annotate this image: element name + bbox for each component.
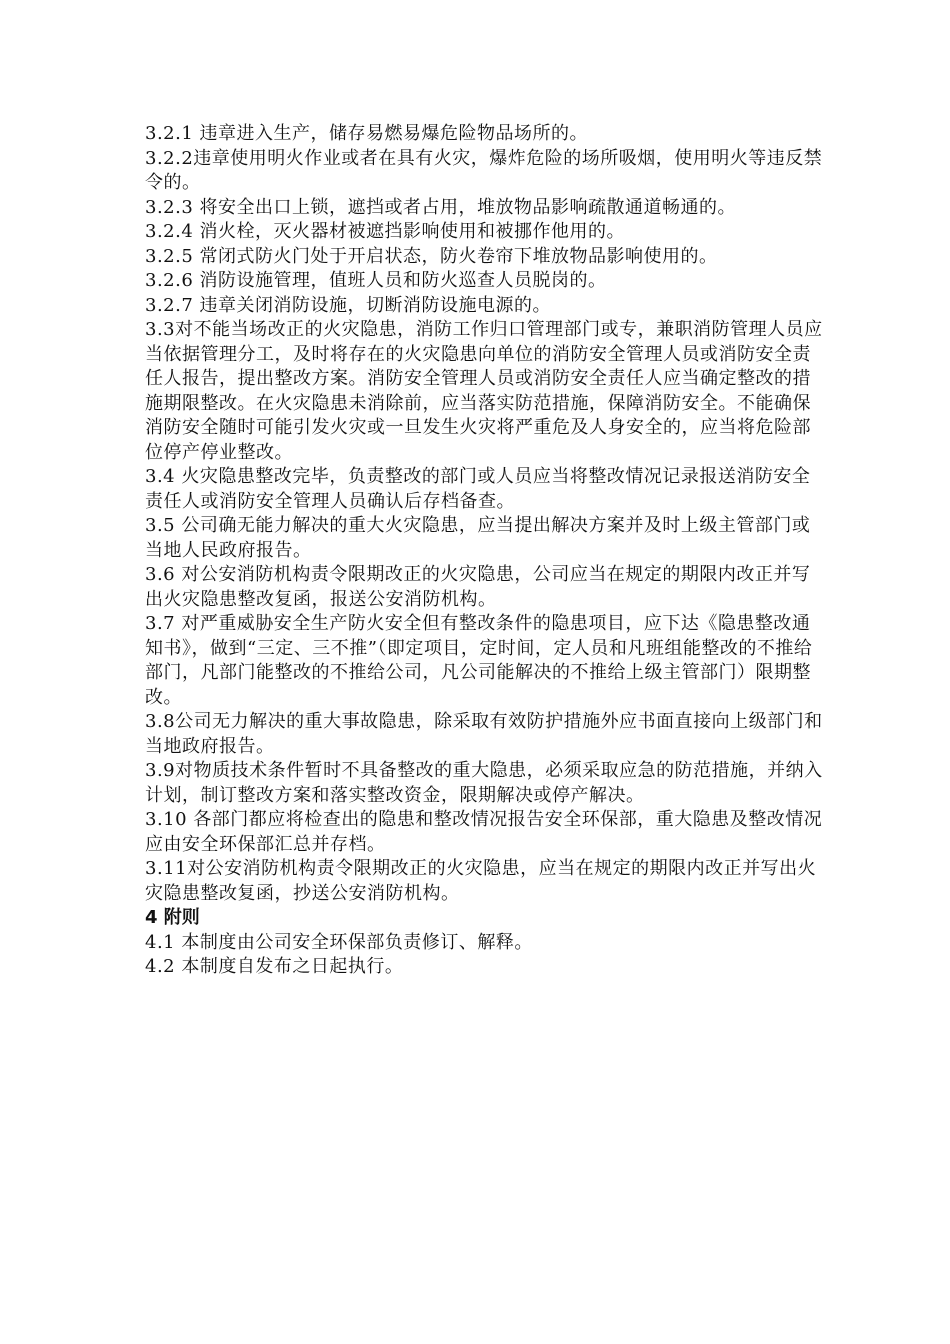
clause-3-8: 3.8公司无力解决的重大事故隐患，除采取有效防护措施外应书面直接向上级部门和当地政府报告。 (145, 711, 823, 757)
clause-3-7: 3.7 对严重威胁安全生产防火安全但有整改条件的隐患项目，应下达《隐患整改通知书》，做到“三定、三不推”（即定项目，定时间，定人员和凡班组能整改的不推给部门，凡部门能整改的不推给公司，凡公司能解决的不推给上级主管部门）限期整改。 (145, 613, 813, 708)
section-heading-4: 4 附则 (145, 907, 200, 928)
clause-3-2-5: 3.2.5 常闭式防火门处于开启状态，防火卷帘下堆放物品影响使用的。 (145, 245, 718, 267)
document-body (145, 122, 825, 980)
clause-3-4: 3.4 火灾隐患整改完毕，负责整改的部门或人员应当将整改情况记录报送消防安全责任人或消防安全管理人员确认后存档备查。 (145, 466, 811, 512)
clause-3-2-4: 3.2.4 消火栓，灭火器材被遮挡影响使用和被挪作他用的。 (145, 221, 626, 242)
clause-3-2-1: 3.2.1 违章进入生产，储存易燃易爆危险物品场所的。 (145, 123, 589, 144)
clause-4-2: 4.2 本制度自发布之日起执行。 (145, 956, 404, 977)
clause-3-2-6: 3.2.6 消防设施管理，值班人员和防火巡查人员脱岗的。 (145, 270, 607, 291)
clause-3-9: 3.9对物质技术条件暂时不具备整改的重大隐患，必须采取应急的防范措施，并纳入计划，制订整改方案和落实整改资金，限期解决或停产解决。 (145, 760, 823, 806)
clause-3-2-3: 3.2.3 将安全出口上锁，遮挡或者占用，堆放物品影响疏散通道畅通的。 (145, 196, 737, 218)
clause-3-5: 3.5 公司确无能力解决的重大火灾隐患，应当提出解决方案并及时上级主管部门或当地人民政府报告。 (145, 515, 811, 561)
clause-3-6: 3.6 对公安消防机构责令限期改正的火灾隐患，公司应当在规定的期限内改正并写出火灾隐患整改复函，报送公安消防机构。 (145, 564, 811, 610)
clause-3-2-7: 3.2.7 违章关闭消防设施，切断消防设施电源的。 (145, 294, 552, 316)
clause-3-3: 3.3对不能当场改正的火灾隐患，消防工作归口管理部门或专，兼职消防管理人员应当依据管理分工，及时将存在的火灾隐患向单位的消防安全管理人员或消防安全责任人报告，提出整改方案。消防安全管理人员或消防安全责任人应当确定整改的措施期限整改。在火灾隐患未消除前，应当落实防范措施，保障消防安全。不能确保消防安全随时可能引发火灾或一旦发生火灾将严重危及人身安全的，应当将危险部位停产停业整改。 (145, 319, 823, 463)
clause-3-2-2: 3.2.2违章使用明火作业或者在具有火灾，爆炸危险的场所吸烟，使用明火等违反禁令的。 (145, 147, 823, 193)
clause-4-1: 4.1 本制度由公司安全环保部负责修订、解释。 (145, 931, 533, 953)
clause-3-11: 3.11对公安消防机构责令限期改正的火灾隐患，应当在规定的期限内改正并写出火灾隐患整改复函，抄送公安消防机构。 (145, 858, 817, 904)
clause-3-10: 3.10 各部门都应将检查出的隐患和整改情况报告安全环保部，重大隐患及整改情况应由安全环保部汇总并存档。 (145, 809, 823, 855)
